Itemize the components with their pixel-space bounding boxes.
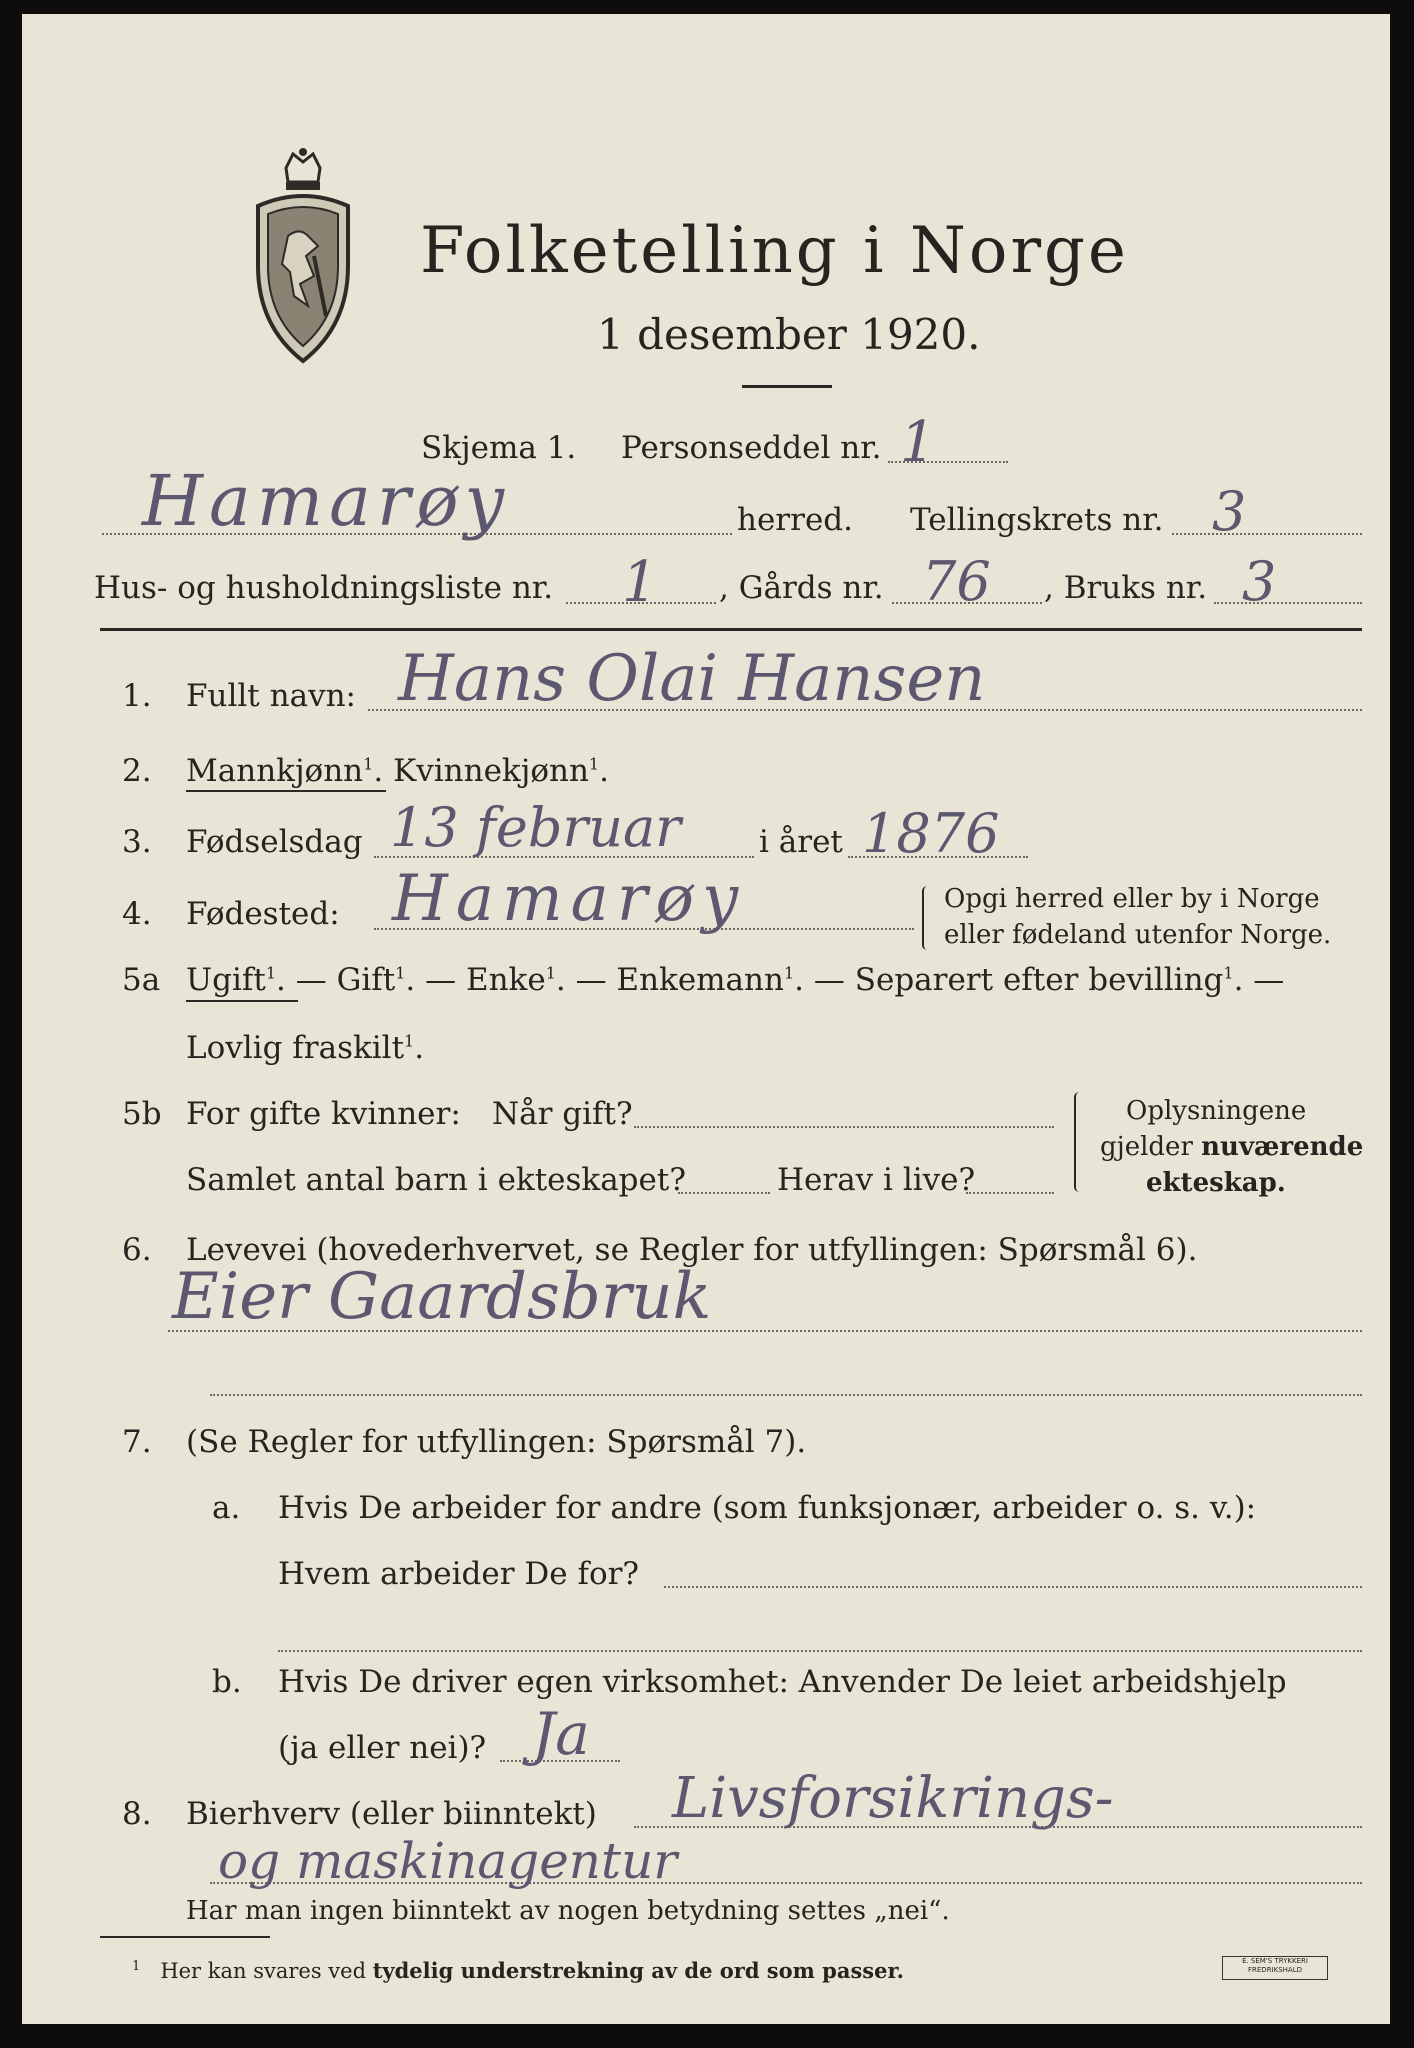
side-income-value-line2: og maskinagentur [218, 1832, 678, 1890]
q2-number: 2. [122, 753, 152, 789]
q5b-note-line1: Oplysningene [1126, 1096, 1307, 1126]
samlet-barn-label: Samlet antal barn i ekteskapet? [186, 1162, 686, 1198]
personseddel-label: Personseddel nr. [621, 430, 882, 466]
full-name-value: Hans Olai Hansen [398, 642, 986, 716]
q5b-note-line2: gjelder nuværende [1100, 1132, 1364, 1162]
ugift-underline [186, 1000, 298, 1002]
q7-number: 7. [122, 1424, 152, 1460]
coat-of-arms-icon [248, 146, 358, 366]
q7b-text: Hvis De driver egen virksomhet: Anvender De leiet arbeidshjelp [278, 1664, 1287, 1700]
q7b-question: (ja eller nei)? [278, 1730, 487, 1766]
personseddel-value: 1 [900, 410, 936, 475]
census-form [22, 14, 1390, 2024]
q5b-number: 5b [122, 1096, 162, 1132]
bruks-value: 3 [1242, 550, 1277, 613]
option-ugift: Ugift [186, 962, 266, 998]
tellingskrets-field-line [1172, 533, 1362, 535]
occupation-field-line-2 [210, 1394, 1362, 1396]
q7a-letter: a. [212, 1490, 241, 1526]
hired-help-value: Ja [532, 1700, 590, 1768]
title-divider [742, 385, 832, 388]
marital-status-options: Ugift$^1$. — Gift$^1$. — Enke$^1$. — Enkemann$^1$. — Separert efter bevilling$^1$. — [186, 962, 1285, 998]
q5b-note-brace [1074, 1092, 1084, 1192]
q4-note-line2: eller fødeland utenfor Norge. [944, 920, 1332, 950]
option-enkemann: . — Enkemann [555, 962, 784, 998]
q1-label: Fullt navn: [186, 678, 356, 714]
q5b-note-line3: ekteskap. [1146, 1168, 1286, 1198]
gender-options: Mannkjønn$^1$. Kvinnekjønn$^1$. [186, 753, 609, 789]
option-enke: . — Enke [405, 962, 546, 998]
year-label: i året [759, 824, 843, 860]
nei-note: Har man ingen biinntekt av nogen betydning settes „nei“. [186, 1896, 950, 1926]
tellingskrets-value: 3 [1212, 480, 1247, 543]
q5b-label: For gifte kvinner: [186, 1096, 461, 1132]
birthdate-value: 13 februar [390, 796, 681, 859]
q5a-number: 5a [122, 962, 161, 998]
gards-label: , Gårds nr. [719, 570, 884, 606]
employer-field-line-2 [278, 1650, 1362, 1652]
q7-label: (Se Regler for utfyllingen: Spørsmål 7). [186, 1424, 807, 1460]
option-gift: — Gift [295, 962, 396, 998]
herred-label: herred. [737, 502, 853, 538]
option-fraskilt: Lovlig fraskilt$^1$. [186, 1030, 425, 1066]
footnote-rule [100, 1936, 270, 1938]
q7a-text: Hvis De arbeider for andre (som funksjonær, arbeider o. s. v.): [278, 1490, 1257, 1526]
q4-label: Fødested: [186, 896, 340, 932]
option-separert: . — Separert efter bevilling [794, 962, 1224, 998]
herred-value: Hamarøy [142, 460, 511, 542]
q4-number: 4. [122, 896, 152, 932]
naar-gift-label: Når gift? [492, 1096, 633, 1132]
q3-number: 3. [122, 824, 152, 860]
samlet-barn-field-line [678, 1192, 770, 1194]
skjema-label: Skjema 1. [421, 430, 577, 466]
q8-label: Bierhverv (eller biinntekt) [186, 1796, 597, 1832]
header-rule [100, 628, 1362, 631]
bruks-field-line [1214, 602, 1362, 604]
q7a-question: Hvem arbeider De for? [278, 1556, 640, 1592]
q3-label: Fødselsdag [186, 824, 363, 860]
q4-note-line1: Opgi herred eller by i Norge [944, 884, 1320, 914]
option-mannkjonn: Mannkjønn [186, 753, 364, 789]
hus-value: 1 [622, 550, 658, 615]
side-income-value-line1: Livsforsikrings- [672, 1766, 1114, 1831]
footnote-mark: 1 [132, 1959, 141, 1974]
hus-label: Hus- og husholdningsliste nr. [94, 570, 554, 606]
footnote-ref: 1 [588, 754, 600, 774]
birthplace-value: Hamarøy [392, 862, 747, 936]
herav-field-line [966, 1192, 1054, 1194]
naar-gift-field-line [634, 1126, 1054, 1128]
herav-label: Herav i live? [777, 1162, 976, 1198]
q8-number: 8. [122, 1796, 152, 1832]
printer-stamp: E. SEM'S TRYKKERI FREDRIKSHALD [1222, 1956, 1328, 1980]
occupation-value: Eier Gaardsbruk [172, 1260, 712, 1334]
q1-number: 1. [122, 678, 152, 714]
form-title: Folketelling i Norge [420, 214, 1129, 288]
footnote: $^1$ Her kan svares ved tydelig understrekning av de ord som passer. [132, 1958, 904, 1983]
q7b-letter: b. [212, 1664, 242, 1700]
gards-value: 76 [922, 550, 991, 613]
tellingskrets-label: Tellingskrets nr. [910, 502, 1164, 538]
option-kvinnekjonn: Kvinnekjønn [393, 753, 589, 789]
birthyear-value: 1876 [862, 802, 1000, 865]
q4-note-brace [922, 886, 932, 950]
q6-label: Levevei (hovederhvervet, se Regler for utfyllingen: Spørsmål 6). [186, 1232, 1198, 1268]
mannkjonn-underline [186, 790, 386, 792]
employer-field-line-1 [664, 1586, 1362, 1588]
census-date: 1 desember 1920. [597, 310, 981, 359]
footnote-ref: 1 [363, 754, 374, 774]
bruks-label: , Bruks nr. [1044, 570, 1208, 606]
q6-number: 6. [122, 1232, 152, 1268]
